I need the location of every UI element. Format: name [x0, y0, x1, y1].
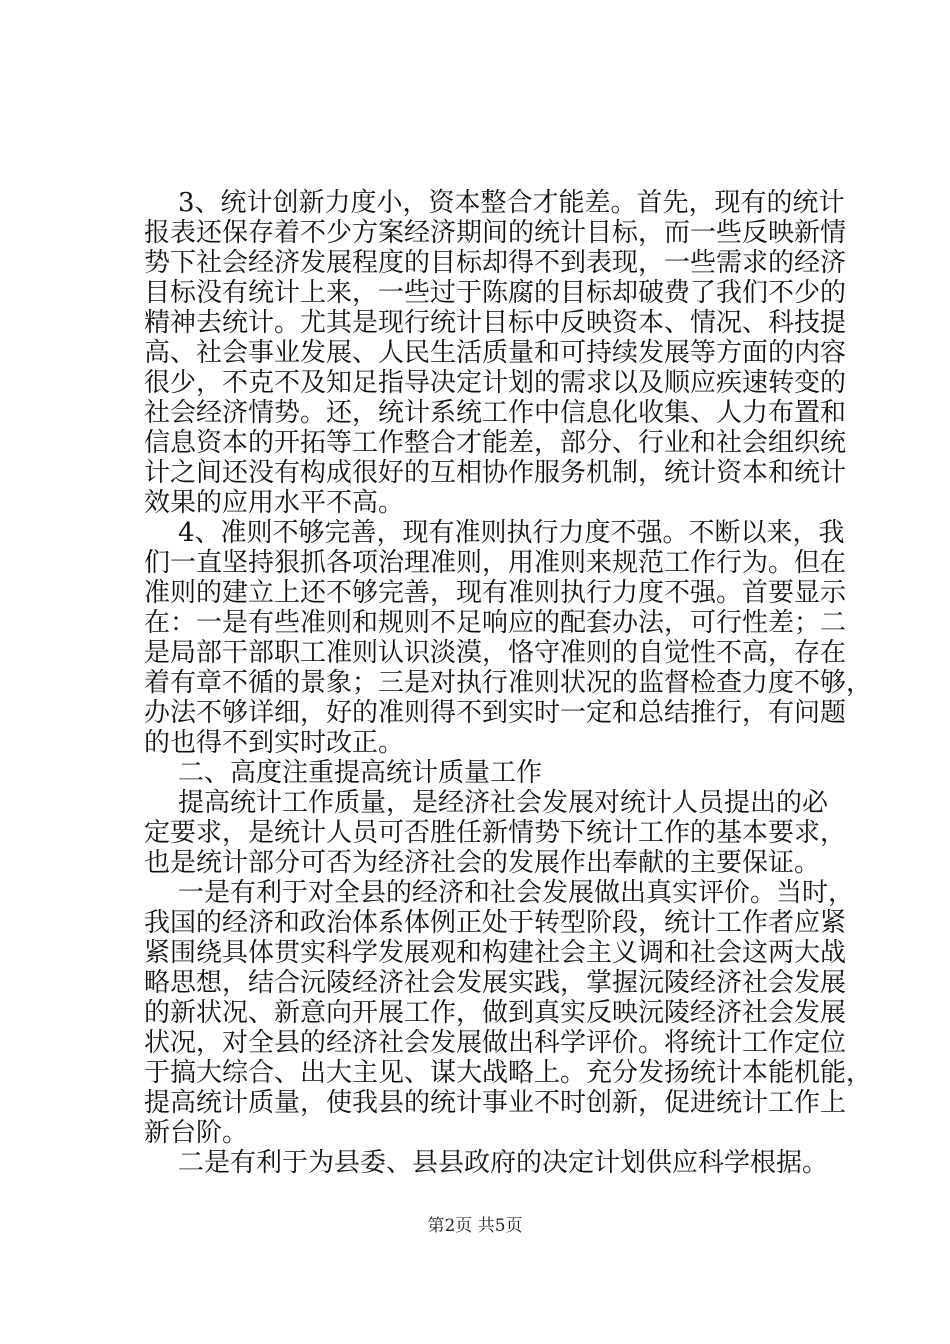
text-line: 4、准则不够完善，现有准则执行力度不强。不断以来，我	[178, 518, 845, 548]
text-line: 定要求，是统计人员可否胜任新情势下统计工作的基本要求，	[144, 818, 847, 848]
text-line: 提高统计质量，使我县的统计事业不时创新，促进统计工作上	[144, 1088, 847, 1118]
text-line: 势下社会经济发展程度的目标却得不到表现，一些需求的经济	[144, 248, 847, 278]
text-line: 于搞大综合、出大主见、谋大战略上。充分发扬统计本能机能，	[144, 1058, 873, 1088]
text-line: 报表还保存着不少方案经济期间的统计目标，而一些反映新情	[144, 218, 847, 248]
text-line: 目标没有统计上来，一些过于陈腐的目标却破费了我们不少的	[144, 278, 847, 308]
text-line: 准则的建立上还不够完善，现有准则执行力度不强。首要显示	[144, 578, 847, 608]
text-line: 在：一是有些准则和规则不足响应的配套办法，可行性差；二	[144, 608, 847, 638]
text-line: 是局部干部职工准则认识淡漠，恪守准则的自觉性不高，存在	[144, 638, 847, 668]
text-line: 状况，对全县的经济社会发展做出科学评价。将统计工作定位	[144, 1028, 847, 1058]
page-footer: 第2页 共5页	[427, 1216, 523, 1236]
text-line: 新台阶。	[144, 1118, 249, 1148]
text-line: 3、统计创新力度小，资本整合才能差。首先，现有的统计	[178, 188, 845, 218]
text-line: 一是有利于对全县的经济和社会发展做出真实评价。当时，	[178, 878, 855, 908]
text-line: 着有章不循的景象；三是对执行准则状况的监督检查力度不够，	[144, 668, 873, 698]
text-line: 二、高度注重提高统计质量工作	[178, 758, 543, 788]
text-line: 二是有利于为县委、县县政府的决定计划供应科学根据。	[178, 1148, 829, 1178]
text-line: 办法不够详细，好的准则得不到实时一定和总结推行，有问题	[144, 698, 847, 728]
text-line: 提高统计工作质量，是经济社会发展对统计人员提出的必	[178, 788, 829, 818]
text-line: 效果的应用水平不高。	[144, 488, 405, 518]
text-line: 计之间还没有构成很好的互相协作服务机制，统计资本和统计	[144, 458, 847, 488]
text-line: 信息资本的开拓等工作整合才能差，部分、行业和社会组织统	[144, 428, 847, 458]
text-line: 也是统计部分可否为经济社会的发展作出奉献的主要保证。	[144, 848, 821, 878]
text-line: 略思想，结合沅陵经济社会发展实践，掌握沅陵经济社会发展	[144, 968, 847, 998]
text-line: 高、社会事业发展、人民生活质量和可持续发展等方面的内容	[144, 338, 847, 368]
text-line: 的新状况、新意向开展工作，做到真实反映沅陵经济社会发展	[144, 998, 847, 1028]
text-line: 我国的经济和政治体系体例正处于转型阶段，统计工作者应紧	[144, 908, 847, 938]
text-line: 的也得不到实时改正。	[144, 728, 405, 758]
text-line: 精神去统计。尤其是现行统计目标中反映资本、情况、科技提	[144, 308, 847, 338]
text-line: 紧围绕具体贯实科学发展观和构建社会主义调和社会这两大战	[144, 938, 847, 968]
text-line: 们一直坚持狠抓各项治理准则，用准则来规范工作行为。但在	[144, 548, 847, 578]
text-line: 社会经济情势。还，统计系统工作中信息化收集、人力布置和	[144, 398, 847, 428]
text-line: 很少，不克不及知足指导决定计划的需求以及顺应疾速转变的	[144, 368, 847, 398]
